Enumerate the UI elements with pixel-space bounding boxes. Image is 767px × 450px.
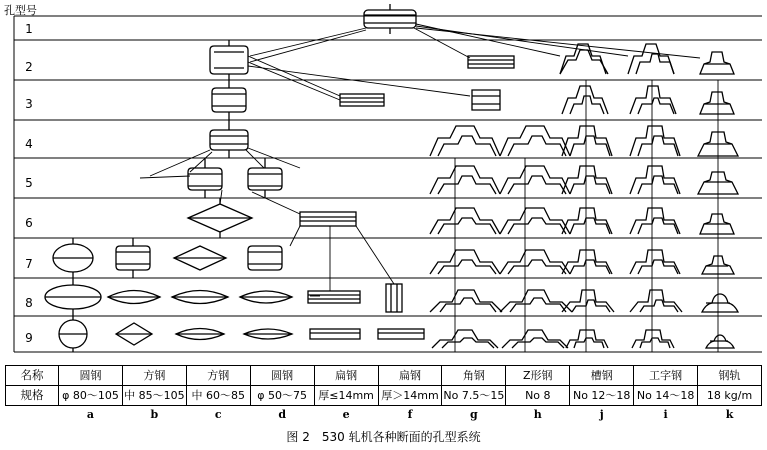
letter-i: i (663, 408, 668, 421)
cell-spec-k: 18 kg/m (698, 386, 762, 406)
letter-b: b (150, 408, 159, 421)
cell-spec-g: No 7.5～15 (442, 386, 506, 406)
row-number-3: 3 (25, 97, 33, 111)
cell-name-j: 槽钢 (570, 366, 634, 386)
cell-name-f: 扁钢 (378, 366, 442, 386)
spec-table (5, 365, 762, 423)
cell-name-g: 角钢 (442, 366, 506, 386)
cell-spec-i: No 14～18 (634, 386, 698, 406)
letter-d: d (278, 408, 287, 421)
cell-name-i: 工字钢 (634, 366, 698, 386)
letter-j: j (599, 408, 604, 421)
letter-e: e (342, 408, 350, 421)
row-number-4: 4 (25, 137, 33, 151)
spec-table-wrap (5, 365, 762, 423)
corner-label: 孔型号 (4, 4, 37, 17)
figure-caption: 图 2 530 轧机各种断面的孔型系统 (286, 430, 481, 444)
letter-k: k (725, 408, 734, 421)
letter-g: g (470, 408, 478, 421)
row-number-6: 6 (25, 216, 33, 230)
cell-name-c: 方钢 (186, 366, 250, 386)
cell-spec-j: No 12～18 (570, 386, 634, 406)
cell-spec-h: No 8 (506, 386, 570, 406)
letter-blank (6, 406, 59, 424)
row-number-7: 7 (25, 257, 33, 271)
cell-spec-d: φ 50～75 (250, 386, 314, 406)
table-row-letters (6, 406, 762, 424)
cell-spec-f: 厚＞14mm (378, 386, 442, 406)
cell-name-a: 圆钢 (59, 366, 123, 386)
cell-spec-c: 中 60～85 (186, 386, 250, 406)
cell-spec-e: 厚≤14mm (314, 386, 378, 406)
table-row-spec (6, 386, 762, 406)
letter-h: h (533, 408, 542, 421)
letter-c: c (214, 408, 222, 421)
row-number-5: 5 (25, 176, 33, 190)
letter-a: a (86, 408, 95, 421)
row-header-name: 名称 (6, 366, 59, 386)
row-number-8: 8 (25, 296, 33, 310)
row-number-1: 1 (25, 22, 33, 36)
row-number-9: 9 (25, 331, 33, 345)
cell-name-d: 圆钢 (250, 366, 314, 386)
cell-spec-a: φ 80～105 (59, 386, 123, 406)
cell-name-k: 钢轨 (698, 366, 762, 386)
row-header-spec: 规格 (6, 386, 59, 406)
letter-f: f (407, 408, 413, 421)
cell-name-e: 扁钢 (314, 366, 378, 386)
cell-name-h: Z形钢 (506, 366, 570, 386)
row-number-2: 2 (25, 60, 33, 74)
table-row-name (6, 366, 762, 386)
cell-spec-b: 中 85～105 (122, 386, 186, 406)
cell-name-b: 方钢 (122, 366, 186, 386)
